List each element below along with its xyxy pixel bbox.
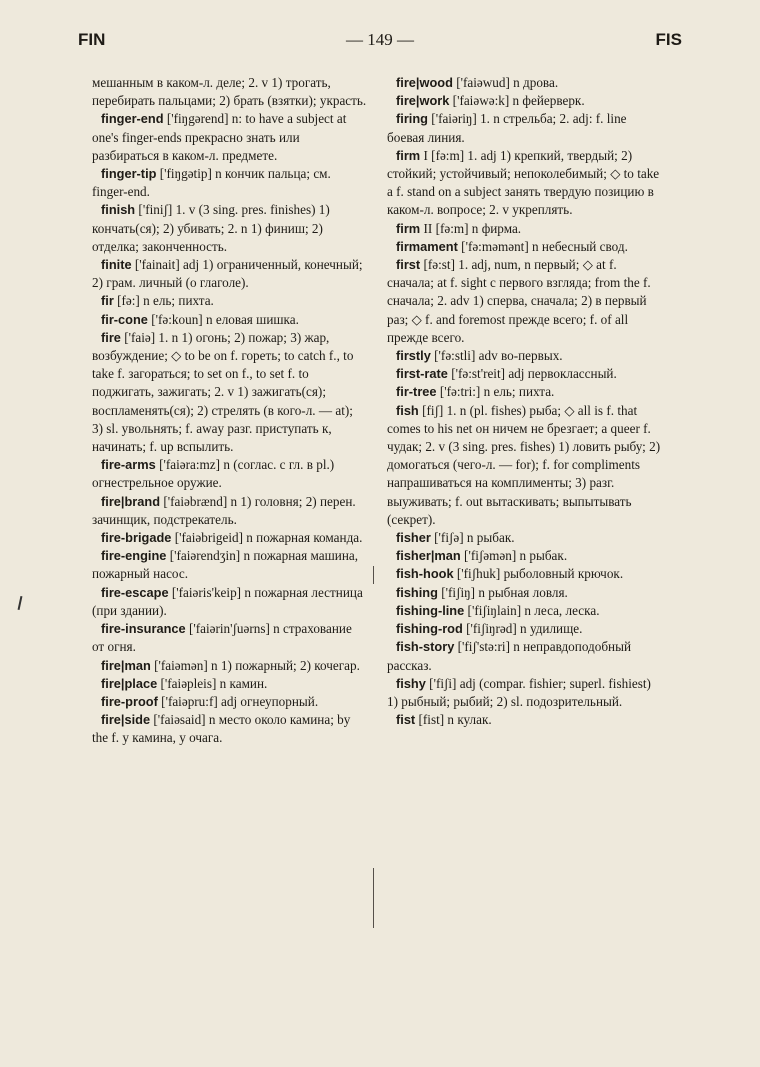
dictionary-entry [92, 620, 367, 656]
entry-headword: firing [396, 111, 428, 127]
entry-headword: fisher|man [396, 548, 461, 564]
entry-headword: firstly [396, 348, 431, 364]
dictionary-entry [387, 711, 662, 729]
entry-headword: fishy [396, 675, 426, 691]
entry-headword: fire-engine [101, 548, 167, 564]
dictionary-entry [387, 584, 662, 602]
entry-definition: ['faiəra:mz] n (соглас. с гл. в pl.) огнестрельное оружие. [92, 457, 335, 491]
dictionary-entry [387, 365, 662, 383]
entry-definition: ['faiəsaid] n место около камина; by the f. у камина, у очага. [92, 712, 351, 746]
entry-headword: fishing-rod [396, 621, 463, 637]
entry-definition: ['fiʃiŋlain] n леса, леска. [467, 602, 600, 618]
page-header [78, 30, 682, 58]
entry-definition: мешанным в каком-л. деле; 2. v 1) трогать, перебирать пальцами; 2) брать (взятки); украсть. [92, 75, 367, 109]
entry-headword: fire|brand [101, 493, 161, 509]
dictionary-entry [387, 602, 662, 620]
entry-headword: fire-proof [101, 693, 158, 709]
entry-definition: I [fə:m] 1. adj 1) крепкий, твердый; 2) стойкий; устойчивый; непоколебимый; ◇ to take a f. stand on a subject занять твердую позицию в каком-л. вопросе; 2. v укреплять. [387, 147, 660, 218]
entry-headword: finite [101, 257, 132, 273]
entry-definition: ['faiəpru:f] adj огнеупорный. [161, 693, 319, 709]
entry-headword: fire|man [101, 657, 151, 673]
entry-definition: ['fiʃi] adj (compar. fishier; superl. fishiest) 1) рыбный; рыбий; 2) sl. подозрительный. [387, 675, 651, 709]
entry-definition: ['fiʃəmən] n рыбак. [464, 548, 568, 564]
dictionary-entry [92, 693, 367, 711]
entry-headword: fish-story [396, 639, 455, 655]
entry-definition: ['faiərendʒin] n пожарная машина, пожарный насос. [92, 548, 359, 582]
dictionary-entry [92, 74, 367, 110]
entry-headword: fishing [396, 584, 438, 600]
dictionary-entry [387, 638, 662, 674]
dictionary-entry [92, 711, 367, 747]
entry-definition: ['fiʃiŋ] n рыбная ловля. [441, 584, 568, 600]
entry-definition: ['fainait] adj 1) ограниченный, конечный; 2) грам. личный (о глаголе). [92, 257, 363, 291]
dictionary-entry [92, 292, 367, 310]
entry-definition: ['faiərin'ʃuərns] n страхование от огня. [92, 621, 352, 655]
entry-definition: ['faiəriŋ] 1. n стрельба; 2. adj: f. line боевая линия. [387, 111, 627, 145]
dictionary-entry [92, 311, 367, 329]
entry-headword: firmament [396, 238, 458, 254]
dictionary-entry [387, 383, 662, 401]
dictionary-entry [92, 547, 367, 583]
entry-headword: fire-insurance [101, 621, 186, 637]
dictionary-entry [92, 201, 367, 256]
entry-definition: ['faiə] 1. n 1) огонь; 2) пожар; 3) жар, возбуждение; ◇ to be on f. гореть; to catch f., to take f. загораться; to set on f., to set f. to поджигать, зажигать; 2. v 1) зажигать(ся); воспламенять(ся); 2) стрелять (в кого-л. — at); 3) sl. увольнять; f. away разг. приступать к, начинать; f. up вспылить. [92, 329, 354, 455]
entry-headword: fire|place [101, 675, 158, 691]
dictionary-entry [387, 92, 662, 110]
dictionary-entry [92, 529, 367, 547]
dictionary-entry [92, 110, 367, 165]
entry-headword: fisher [396, 530, 431, 546]
right-column [387, 74, 662, 729]
entry-definition: [fə:] n ель; пихта. [117, 293, 214, 309]
entry-definition: [fiʃ] 1. n (pl. fishes) рыба; ◇ all is f. that comes to his net он ничем не брезгает; a queer f. чудак; 2. v (3 sing. pres. fishes) 1) ловить рыбу; 2) домогаться (чего-л. — for); f. for compliments напрашиваться на комплименты; 3) разг. выуживать; f. out вытаскивать; выпытывать (секрет). [387, 402, 661, 527]
entry-headword: fire-escape [101, 584, 169, 600]
dictionary-entry [387, 529, 662, 547]
entry-definition: II [fə:m] n фирма. [423, 220, 522, 236]
dictionary-entry [92, 165, 367, 201]
entry-headword: fire|work [396, 93, 450, 109]
left-column [92, 74, 367, 748]
entry-headword: finger-end [101, 111, 164, 127]
entry-headword: firm [396, 220, 421, 236]
entry-definition: ['faiəmən] n 1) пожарный; 2) кочегар. [154, 657, 360, 673]
entry-definition: ['fə:koun] n еловая шишка. [151, 311, 299, 327]
entry-definition: ['faiəbrænd] n 1) головня; 2) перен. зачинщик, подстрекатель. [92, 493, 356, 527]
entry-definition: ['faiəris'keip] n пожарная лестница (при здании). [92, 584, 363, 618]
entry-definition: ['fə:məmənt] n небесный свод. [461, 238, 628, 254]
dictionary-entry [92, 329, 367, 456]
entry-headword: fir-tree [396, 384, 437, 400]
dictionary-entry [92, 256, 367, 292]
entry-definition: ['faiəbrigeid] n пожарная команда. [174, 530, 363, 546]
dictionary-entry [387, 402, 662, 529]
entry-headword: fish [396, 402, 419, 418]
entry-definition: ['faiəpleis] n камин. [160, 675, 268, 691]
entry-definition: ['finiʃ] 1. v (3 sing. pres. finishes) 1) кончать(ся); 2) убивать; 2. n 1) финиш; 2) отделка; законченность. [92, 202, 330, 254]
entry-headword: fire|wood [396, 75, 453, 90]
dictionary-entry [387, 620, 662, 638]
entry-definition: ['fiʃiŋrəd] n удилище. [466, 621, 583, 637]
entry-headword: fishing-line [396, 602, 465, 618]
entry-definition: ['faiəwə:k] n фейерверк. [452, 93, 585, 109]
dictionary-entry [387, 238, 662, 256]
dictionary-entry [387, 565, 662, 583]
dictionary-entry [387, 147, 662, 220]
entry-headword: fire|side [101, 712, 151, 728]
entry-definition: [fist] n кулак. [418, 712, 492, 728]
entry-headword: fir [101, 293, 114, 309]
entry-definition: ['fə:tri:] n ель; пихта. [439, 384, 555, 400]
dictionary-entry [387, 220, 662, 238]
entry-headword: fish-hook [396, 566, 454, 582]
entry-headword: fire-brigade [101, 530, 172, 546]
entry-headword: fir-cone [101, 311, 148, 327]
margin-mark [18, 596, 23, 610]
header-left-guideword: FIN [78, 30, 106, 49]
entry-headword: fire [101, 329, 121, 345]
header-right-guideword: FIS [655, 30, 682, 49]
dictionary-entry [387, 74, 662, 92]
dictionary-entry [387, 675, 662, 711]
entry-definition: ['fiŋgərend] n: to have a subject at one's finger-ends прекрасно знать или разбираться в каком-л. предмете. [92, 111, 347, 163]
entry-headword: finish [101, 202, 136, 218]
entry-headword: finger-tip [101, 166, 157, 182]
entry-headword: firm [396, 147, 421, 163]
column-rule-mark [373, 868, 374, 928]
page-number: — 149 — [346, 30, 414, 49]
entry-definition: ['fə:st'reit] adj первоклассный. [451, 366, 617, 382]
entry-headword: fire-arms [101, 457, 156, 473]
entry-definition: ['fə:stli] adv во-первых. [434, 348, 563, 364]
entry-definition: ['faiəwud] n дрова. [456, 75, 559, 90]
entry-headword: fist [396, 712, 416, 728]
dictionary-entry [92, 584, 367, 620]
dictionary-entry [387, 110, 662, 146]
dictionary-entry [387, 347, 662, 365]
dictionary-entry [92, 675, 367, 693]
entry-definition: ['fiʃə] n рыбак. [434, 530, 515, 546]
dictionary-entry [387, 256, 662, 347]
entry-definition: ['fiʃhuk] рыболовный крючок. [456, 566, 624, 582]
dictionary-entry [92, 657, 367, 675]
column-rule-mark [373, 566, 374, 584]
entry-definition: ['fiŋgətip] n кончик пальца; см. finger-end. [92, 166, 331, 200]
dictionary-entry [92, 456, 367, 492]
entry-headword: first-rate [396, 366, 448, 382]
entry-definition: [fə:st] 1. adj, num, n первый; ◇ at f. сначала; at f. sight с первого взгляда; from the f. сначала; 2. adv 1) сперва, сначала; 2) в первый раз; ◇ f. and foremost прежде всего; f. of all прежде всего. [387, 257, 651, 345]
dictionary-entry [92, 493, 367, 529]
entry-headword: first [396, 257, 421, 273]
dictionary-entry [387, 547, 662, 565]
entry-definition: ['fiʃ'stə:ri] n неправдоподобный рассказ. [387, 639, 632, 673]
